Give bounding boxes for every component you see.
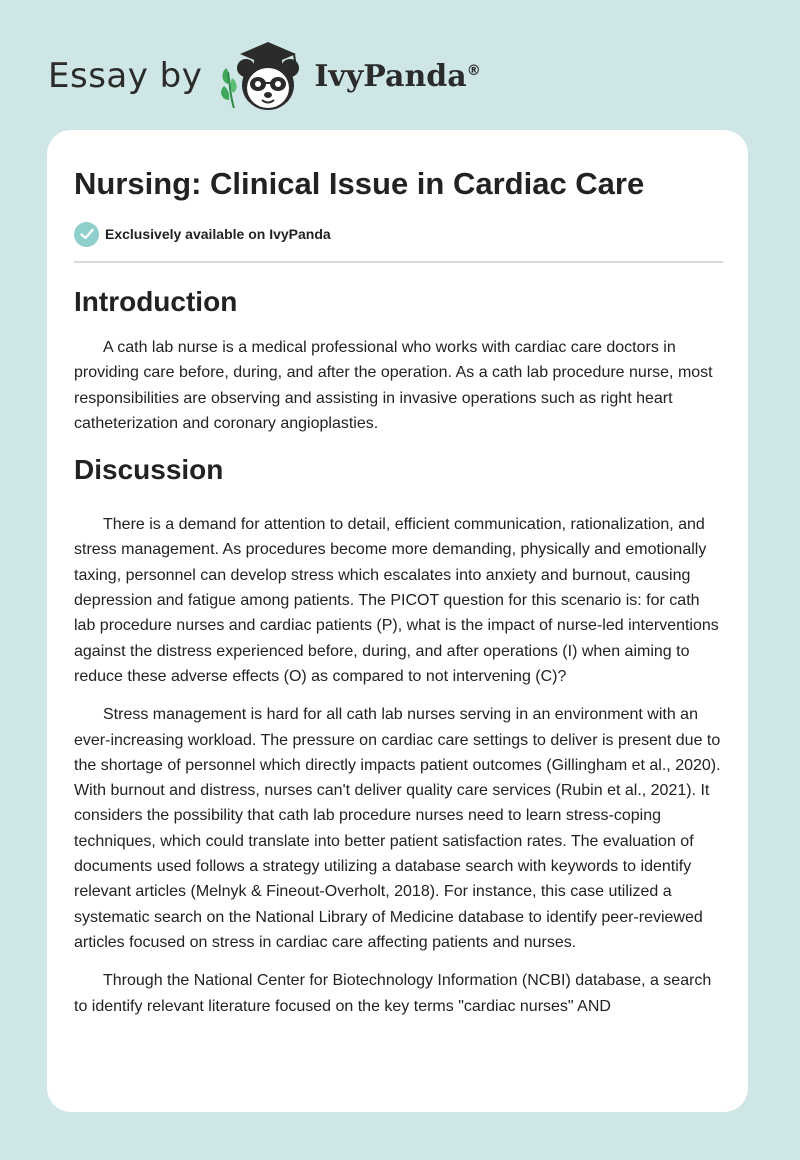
brand-name: IvyPanda® bbox=[314, 58, 481, 94]
check-icon bbox=[74, 222, 99, 247]
brand-header bbox=[48, 36, 508, 116]
paragraph: There is a demand for attention to detail, efficient communication, rationalization, and stress management. As procedures become more demanding, physically and emotionally taxing, personnel can develop stress which escalates into anxiety and burnout, causing depression and fatigue among patients. The PICOT question for this scenario is: for cath lab procedure nurses and cardiac patients (P), what is the impact of nurse-led interventions against the distress experienced before, during, and after operations (I) when aiming to reduce these adverse effects (O) as compared to not intervening (C)? bbox=[74, 516, 719, 685]
divider bbox=[74, 261, 723, 263]
paragraph: Stress management is hard for all cath lab nurses serving in an environment with an ever-increasing workload. The pressure on cardiac care settings to deliver is present due to the shortage of personnel which directly impacts patient outcomes (Gillingham et al., 2020). With burnout and distress, nurses can't deliver quality care services (Rubin et al., 2021). It considers the possibility that cath lab procedure nurses need to learn stress-coping techniques, which could translate into better patient satisfaction rates. The evaluation of documents used follows a strategy utilizing a database search with keywords to identify relevant articles (Melnyk & Fineout-Overholt, 2018). For instance, this case utilized a systematic search on the National Library of Medicine database to identify peer-reviewed articles focused on stress in cardiac care affecting patients and nurses. bbox=[74, 706, 721, 951]
paragraph: Through the National Center for Biotechnology Information (NCBI) database, a search to identify relevant literature focused on the key terms "cardiac nurses" AND bbox=[74, 972, 712, 1015]
section-heading-discussion: Discussion bbox=[74, 454, 224, 486]
essay-content bbox=[74, 280, 724, 1019]
exclusive-badge bbox=[74, 221, 331, 247]
exclusive-label: Exclusively available on IvyPanda bbox=[105, 226, 331, 242]
section-heading-introduction: Introduction bbox=[74, 286, 238, 317]
page-title: Nursing: Clinical Issue in Cardiac Care bbox=[74, 166, 645, 201]
registered-mark: ® bbox=[466, 62, 481, 79]
essay-card bbox=[47, 130, 748, 1112]
paragraph: A cath lab nurse is a medical professional who works with cardiac care doctors in providing care before, during, and after the operation. As a cath lab procedure nurse, most responsibilities are observing and assisting in invasive operations such as right heart catheterization and coronary angioplasties. bbox=[74, 339, 713, 432]
panda-logo-icon[interactable] bbox=[216, 38, 308, 114]
brand-prefix: Essay by bbox=[48, 56, 203, 96]
